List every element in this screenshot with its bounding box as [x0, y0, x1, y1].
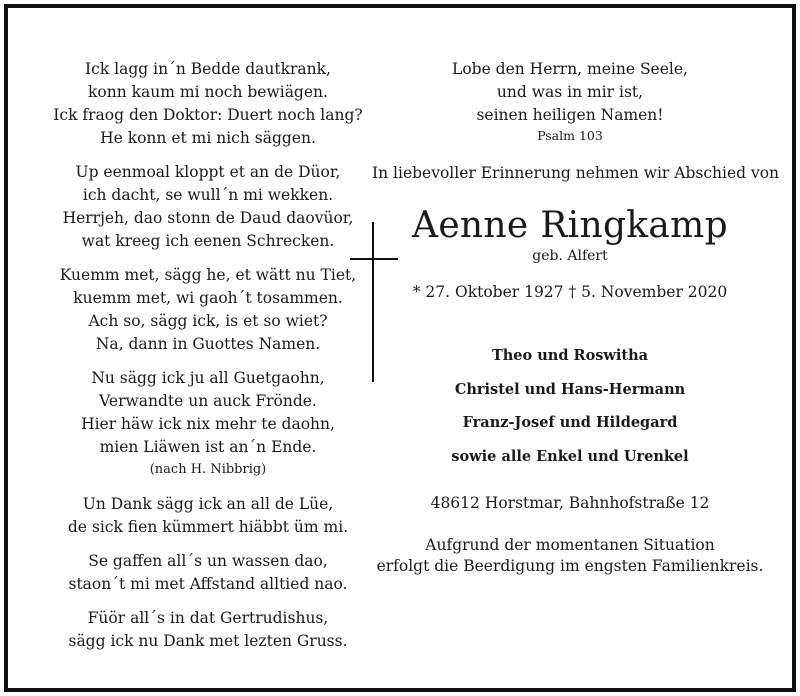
poem-line: He konn et mi nich säggen.	[100, 129, 316, 147]
poem-line: mien Liäwen ist an´n Ende.	[99, 438, 317, 456]
poem-stanza-4	[38, 367, 378, 459]
poem-line: konn kaum mi noch bewiägen.	[88, 83, 328, 101]
poem-line: Un Dank sägg ick an all de Lüe,	[82, 495, 334, 513]
notice-line: erfolgt die Beerdigung im engsten Familienkreis.	[376, 556, 764, 575]
life-dates: * 27. Oktober 1927 † 5. November 2020	[412, 283, 728, 301]
psalm-line: und was in mir ist,	[496, 83, 644, 101]
psalm-line: Lobe den Herrn, meine Seele,	[452, 60, 688, 78]
poem-line: Verwandte un auck Frönde.	[99, 392, 317, 410]
poem-line: Kuemm met, sägg he, et wätt nu Tiet,	[59, 266, 357, 284]
psalm-reference: Psalm 103	[537, 128, 603, 143]
poem-line: ich dacht, se wull´n mi wekken.	[82, 186, 334, 204]
intro-text: In liebevoller Erinnerung nehmen wir Abschied von	[372, 164, 780, 182]
notice-line: Aufgrund der momentanen Situation	[425, 535, 715, 554]
poem-line: wat kreeg ich eenen Schrecken.	[81, 232, 335, 250]
family-list	[372, 346, 768, 467]
poem-stanza-3	[38, 264, 378, 356]
poem-line: de sick fien kümmert hiäbbt üm mi.	[67, 518, 349, 536]
obituary-main	[372, 58, 780, 577]
psalm-quote	[372, 58, 768, 144]
poem-stanza-6	[38, 550, 378, 596]
poem-line: Ick fraog den Doktor: Duert noch lang?	[53, 106, 363, 124]
family-member: Christel und Hans-Hermann	[454, 380, 686, 398]
funeral-notice	[372, 535, 768, 577]
poem-line: Hier häw ick nix mehr te daohn,	[81, 415, 335, 433]
family-member: sowie alle Enkel und Urenkel	[451, 447, 689, 465]
psalm-line: seinen heiligen Namen!	[476, 106, 664, 124]
poem-line: Se gaffen all´s un wassen dao,	[88, 552, 328, 570]
family-member: Franz-Josef und Hildegard	[462, 414, 678, 431]
poem-stanza-1	[38, 58, 378, 150]
poem-line: Na, dann in Guottes Namen.	[95, 335, 321, 353]
poem-stanza-2	[38, 161, 378, 253]
poem-line: sägg ick nu Dank met lezten Gruss.	[68, 632, 348, 650]
family-member: Theo und Roswitha	[491, 347, 649, 364]
poem-line: Ach so, sägg ick, is et so wiet?	[88, 312, 328, 330]
poem-stanza-7	[38, 607, 378, 653]
poem-line: Ick lagg in´n Bedde dautkrank,	[85, 60, 331, 78]
poem-stanza-5	[38, 493, 378, 539]
poem-line: Herrjeh, dao stonn de Daud daovüor,	[62, 209, 354, 227]
deceased-name: Aenne Ringkamp	[412, 205, 728, 246]
address: 48612 Horstmar, Bahnhofstraße 12	[430, 493, 710, 512]
poem	[38, 58, 378, 664]
poem-line: staon´t mi met Affstand alltied nao.	[68, 575, 348, 593]
maiden-name: geb. Alfert	[532, 248, 608, 264]
poem-line: Up eenmoal kloppt et an de Düor,	[75, 163, 341, 181]
poem-attribution: (nach H. Nibbrig)	[149, 462, 267, 477]
poem-line: kuemm met, wi gaoh´t tosammen.	[73, 289, 343, 307]
poem-line: Füör all´s in dat Gertrudishus,	[87, 609, 329, 627]
poem-line: Nu sägg ick ju all Guetgaohn,	[91, 369, 325, 387]
